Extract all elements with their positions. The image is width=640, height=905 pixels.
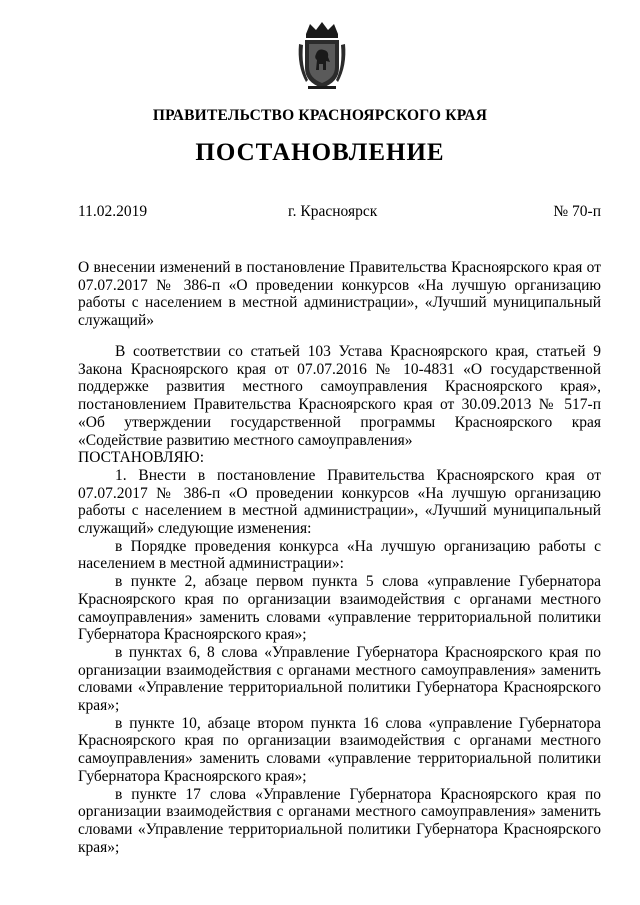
preamble-paragraph: В соответствии со статьей 103 Устава Красноярского края, статьей 9 Закона Красноярского края от 07.07.2016 № 10-4831 «О государственной поддержке развития местного самоуправления Красноярского края», постановлением Правительства Красноярского края от 30.09.2013 № 517-п «Об утверждении государственной программы Красноярского края «Содействие развитию местного самоуправления»: [78, 343, 601, 449]
document-date: 11.02.2019: [78, 203, 148, 220]
body-paragraph: 1. Внести в постановление Правительства Красноярского края от 07.07.2017 № 386-п «О проведении конкурсов «На лучшую организацию работы с населением в местной администрации», «Лучший муниципальный служащий» следующие изменения:: [78, 466, 601, 538]
document-meta: [78, 203, 601, 223]
resolve-heading: ПОСТАНОВЛЯЮ:: [78, 449, 205, 467]
body-paragraph: в пунктах 6, 8 слова «Управление Губернатора Красноярского края по организации взаимодействия с органами местного самоуправления» заменить словами «Управление территориальной политики Губернатора Красноярского края»;: [78, 643, 601, 715]
document-body: [78, 343, 601, 856]
document-number: № 70-п: [553, 203, 601, 220]
body-paragraph: в пункте 2, абзаце первом пункта 5 слова «управление Губернатора Красноярского края по организации взаимодействия с органами местного самоуправления» заменить словами «управление территориальной политики Губернатора Красноярского края»;: [78, 573, 601, 644]
body-paragraph: в Порядке проведения конкурса «На лучшую организацию работы с населением в местной администрации»:: [78, 537, 601, 573]
body-paragraph: в пункте 17 слова «Управление Губернатора Красноярского края по организации взаимодействия с органами местного самоуправления» заменить словами «Управление территориальной политики Губернатора Красноярского края»;: [78, 785, 601, 856]
body-paragraph: в пункте 10, абзаце втором пункта 16 слова «управление Губернатора Красноярского края по организации взаимодействия с органами местного самоуправления» заменить словами «управление территориальной политики Губернатора Красноярского края»;: [78, 714, 601, 785]
document-subject: О внесении изменений в постановление Правительства Красноярского края от 07.07.2017 № 386-п «О проведении конкурсов «На лучшую организацию работы с населением в местной администрации», «Лучший муниципальный служащий»: [78, 259, 601, 330]
document-type: ПОСТАНОВЛЕНИЕ: [195, 139, 445, 166]
krasnoyarsk-coat-of-arms-icon: [296, 20, 348, 92]
document-city: г. Красноярск: [288, 203, 378, 220]
government-title: ПРАВИТЕЛЬСТВО КРАСНОЯРСКОГО КРАЯ: [152, 107, 488, 124]
